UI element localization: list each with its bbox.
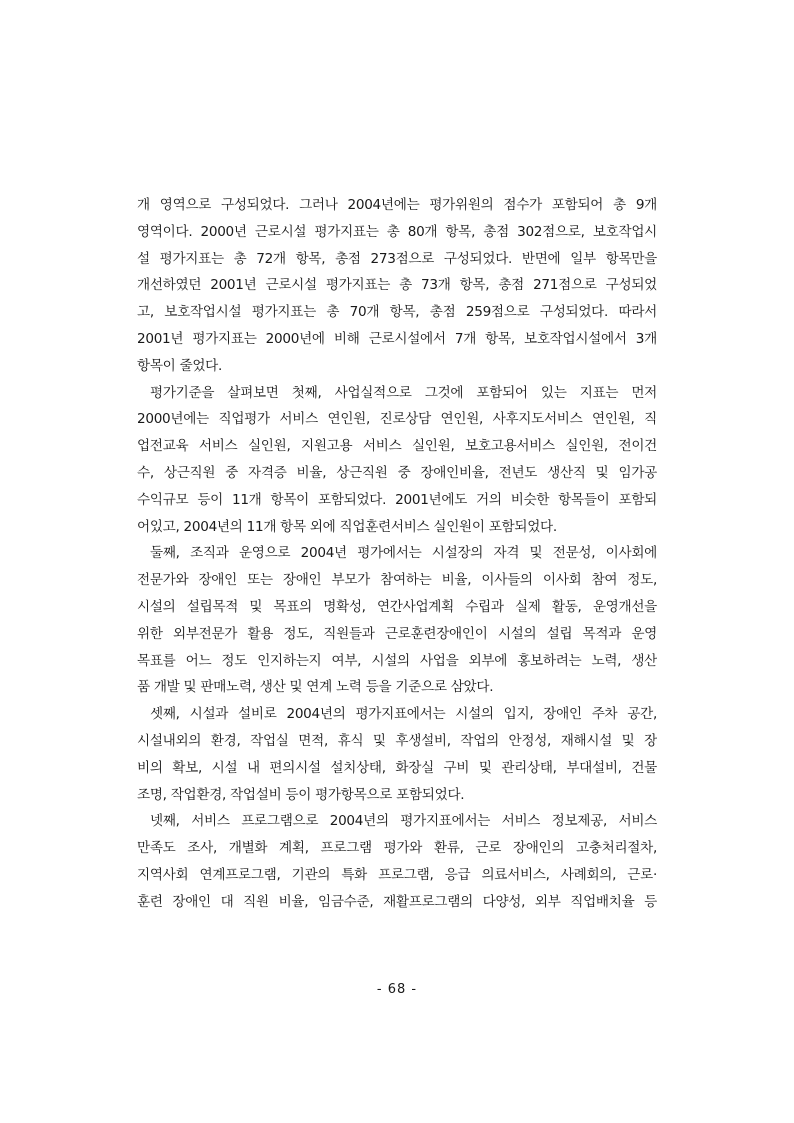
paragraph [137,380,657,541]
page-number: - 68 - [376,982,418,997]
text-line: 시설내외의 환경, 작업실 면적, 휴식 및 후생설비, 작업의 안정성, 재해시설 및 장 [137,732,657,749]
text-line: 영역이다. 2000년 근로시설 평가지표는 총 80개 항목, 총점 302점으로, 보호작업시 [137,223,657,240]
text-line: 어있고, 2004년의 11개 항목 외에 직업훈련서비스 실인원이 포함되었다. [137,518,557,535]
text-line: 업전교육 서비스 실인원, 지원고용 서비스 실인원, 보호고용서비스 실인원, 전이건 [137,438,657,455]
text-line: 2000년에는 직업평가 서비스 연인원, 진로상담 연인원, 사후지도서비스 연인원, 직 [137,411,657,428]
paragraph [137,701,657,808]
text-line: 위한 외부전문가 활용 정도, 직원들과 근로훈련장애인이 시설의 설립 목적과 운영 [137,625,657,642]
text-line: 평가기준을 살펴보면 첫째, 사업실적으로 그것에 포함되어 있는 지표는 먼저 [150,384,657,401]
text-line: 훈련 장애인 대 직원 비율, 임금수준, 재활프로그램의 다양성, 외부 직업배치율 등 [137,893,657,910]
text-line: 2001년 평가지표는 2000년에 비해 근로시설에서 7개 항목, 보호작업시설에서 3개 [137,330,657,347]
text-line: 셋째, 시설과 설비로 2004년의 평가지표에서는 시설의 입지, 장애인 주차 공간, [150,706,657,723]
text-line: 만족도 조사, 개별화 계획, 프로그램 평가와 환류, 근로 장애인의 고충처리절차, [137,840,657,857]
text-line: 수, 상근직원 중 자격증 비율, 상근직원 중 장애인비율, 전년도 생산직 및 임가공 [137,464,657,481]
text-line: 수익규모 등이 11개 항목이 포함되었다. 2001년에도 거의 비슷한 항목들이 포함되 [137,491,657,508]
text-line: 설 평가지표는 총 72개 항목, 총점 273점으로 구성되었다. 반면에 일부 항목만을 [137,250,657,267]
page-body [137,192,657,916]
text-line: 고, 보호작업시설 평가지표는 총 70개 항목, 총점 259점으로 구성되었다. 따라서 [137,304,657,321]
text-line: 비의 확보, 시설 내 편의시설 설치상태, 화장실 구비 및 관리상태, 부대설비, 건물 [137,759,657,776]
text-line: 지역사회 연계프로그램, 기관의 특화 프로그램, 응급 의료서비스, 사례회의, 근로· [137,866,657,883]
text-line: 개 영역으로 구성되었다. 그러나 2004년에는 평가위원의 점수가 포함되어 총 9개 [137,197,657,213]
text-line: 조명, 작업환경, 작업설비 등이 평가항목으로 포함되었다. [137,786,465,803]
text-line: 항목이 줄었다. [137,357,223,374]
paragraph [137,540,657,701]
text-line: 둘째, 조직과 운영으로 2004년 평가에서는 시설장의 자격 및 전문성, 이사회에 [150,545,657,562]
text-line: 개선하였던 2001년 근로시설 평가지표는 총 73개 항목, 총점 271점으로 구성되었 [137,277,657,294]
text-line: 시설의 설립목적 및 목표의 명확성, 연간사업계획 수립과 실제 활동, 운영개선을 [137,598,657,615]
text-line: 전문가와 장애인 또는 장애인 부모가 참여하는 비율, 이사들의 이사회 참여 정도, [137,572,657,589]
paragraph [137,192,657,380]
text-line: 품 개발 및 판매노력, 생산 및 연계 노력 등을 기준으로 삼았다. [137,679,494,696]
text-line: 넷째, 서비스 프로그램으로 2004년의 평가지표에서는 서비스 정보제공, 서비스 [150,813,657,830]
paragraph [137,808,657,915]
text-line: 목표를 어느 정도 인지하는지 여부, 시설의 사업을 외부에 홍보하려는 노력, 생산 [137,652,657,669]
